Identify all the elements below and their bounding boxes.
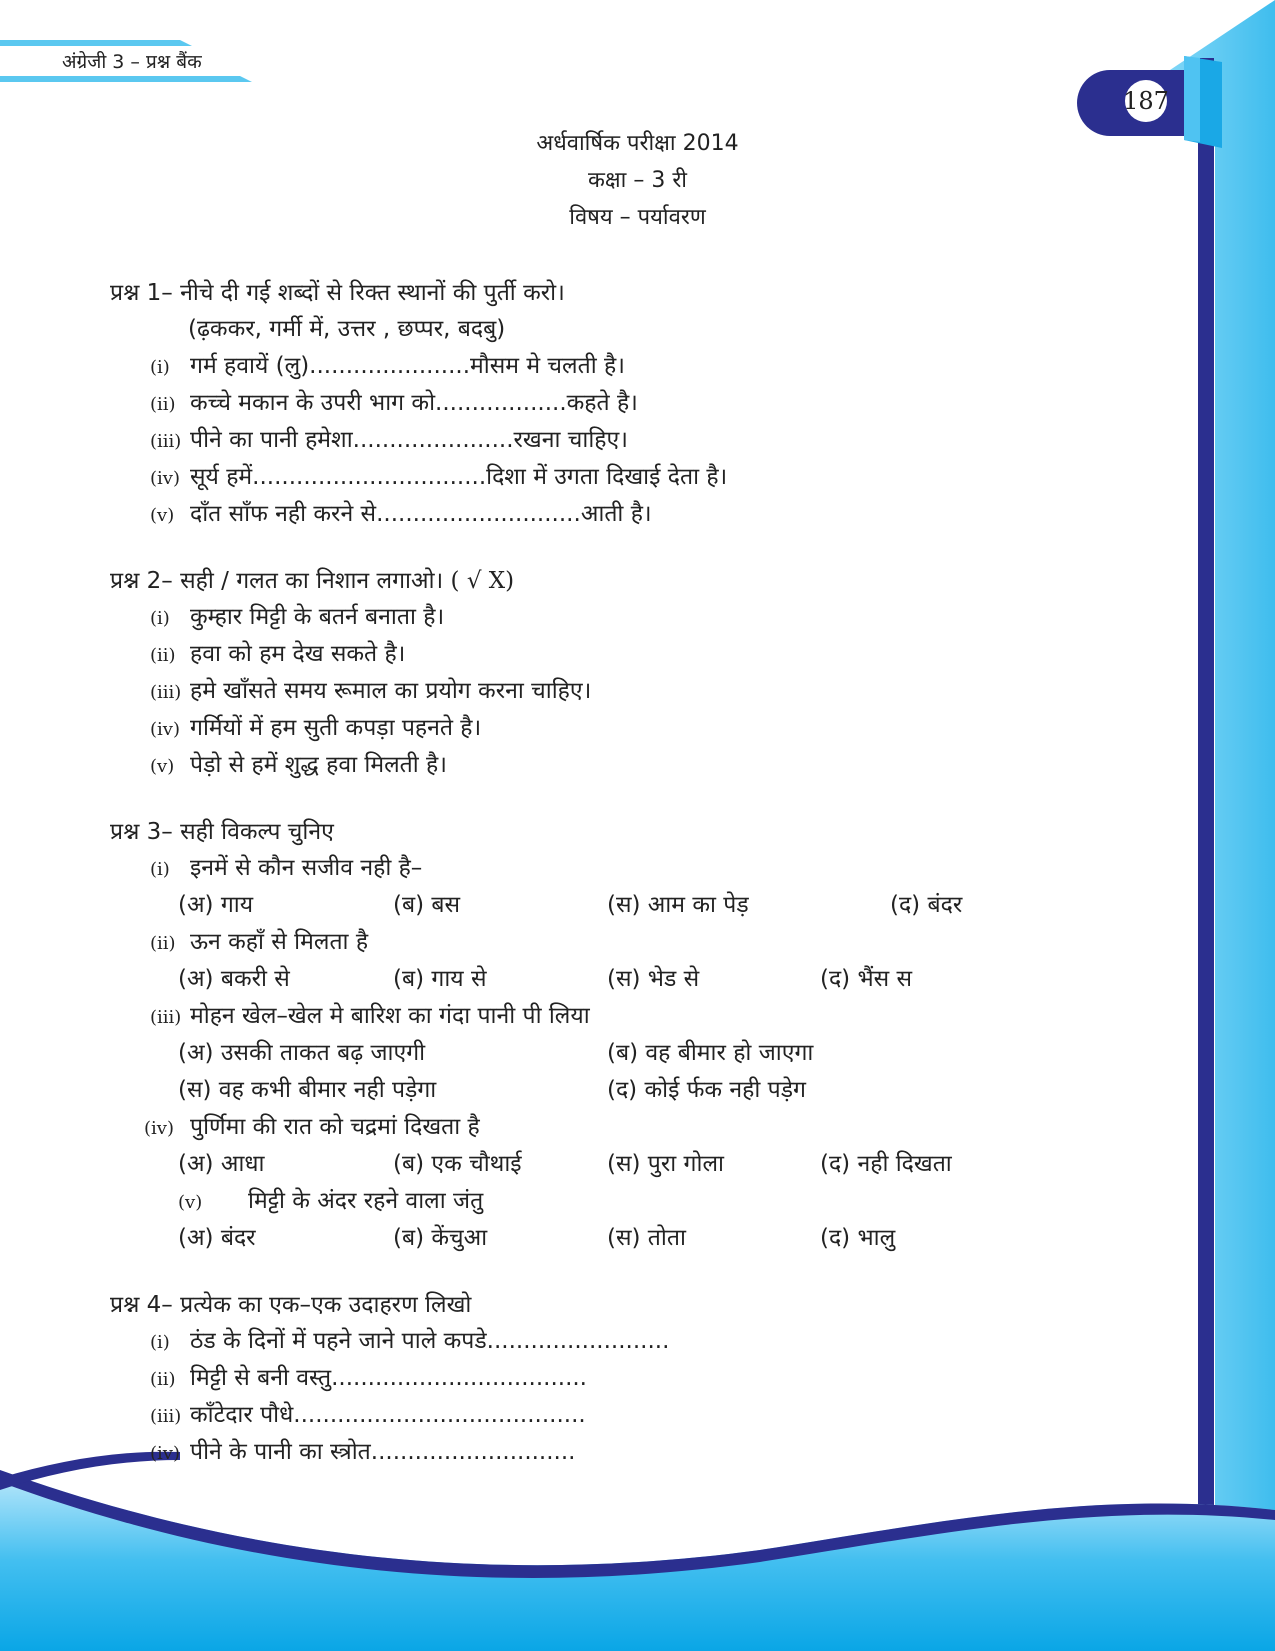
exam-class: कक्षा – 3 री <box>587 168 688 193</box>
q3-options <box>110 1146 1110 1183</box>
exam-subject: विषय – पर्यावरण <box>569 205 706 230</box>
item-number: (iv) <box>150 1443 180 1464</box>
q3-options <box>110 887 1110 924</box>
option-a: (अ) बंदर <box>178 1225 256 1251</box>
option-a: (अ) गाय <box>178 892 254 918</box>
option-a: (अ) आधा <box>178 1151 265 1177</box>
item-text-before: कच्चे मकान के उपरी भाग को <box>190 390 436 416</box>
item-number: (iv) <box>150 719 180 740</box>
fill-blank: ...................... <box>352 427 514 453</box>
question-2-label: प्रश्न 2– सही / गलत का निशान लगाओ। <box>110 568 444 594</box>
option-a: (अ) बकरी से <box>178 966 290 992</box>
option-d: (द) भैंस स <box>820 966 913 992</box>
fill-blank: ......................... <box>486 1328 670 1354</box>
item-number: (iv) <box>150 468 180 489</box>
option-c: (स) पुरा गोला <box>607 1151 725 1177</box>
item-text: पुर्णिमा की रात को चद्रमां दिखता है <box>190 1114 480 1140</box>
item-number: (iii) <box>150 1406 182 1427</box>
item-number: (i) <box>150 1332 170 1353</box>
item-text-before: दाँत साँफ नही करने से <box>190 501 377 527</box>
q1-item <box>110 459 1110 496</box>
item-number: (iii) <box>150 682 182 703</box>
exam-title-block <box>0 126 1275 237</box>
option-a: (अ) उसकी ताकत बढ़ जाएगी <box>178 1040 426 1066</box>
page-number: 187 <box>1125 80 1167 122</box>
fill-blank: ...................... <box>309 353 471 379</box>
header-tab-stripe-bottom <box>0 76 252 82</box>
q3-item <box>110 998 1110 1035</box>
fill-blank: ................................ <box>252 464 487 490</box>
q1-item <box>110 348 1110 385</box>
item-number: (i) <box>150 859 170 880</box>
option-c: (स) वह कभी बीमार नही पड़ेगा <box>178 1077 437 1103</box>
q1-item <box>110 496 1110 533</box>
option-b: (ब) वह बीमार हो जाएगा <box>607 1040 814 1066</box>
option-b: (ब) केंचुआ <box>393 1225 488 1251</box>
bottom-wave <box>0 1470 1275 1651</box>
item-text-after: कहते है। <box>566 390 638 416</box>
item-number: (iii) <box>150 1007 182 1028</box>
item-number: (ii) <box>150 645 176 666</box>
question-4-title: प्रश्न 4– प्रत्येक का एक–एक उदाहरण लिखो <box>110 1292 472 1318</box>
q4-item <box>110 1323 1110 1360</box>
q2-item <box>110 710 1110 747</box>
fill-blank: ........................................ <box>293 1402 586 1428</box>
item-number: (iv) <box>144 1118 174 1139</box>
item-text: इनमें से कौन सजीव नही है– <box>190 855 423 881</box>
item-text: गर्मियों में हम सुती कपड़ा पहनते है। <box>190 715 482 741</box>
q2-item <box>110 673 1110 710</box>
item-text: मोहन खेल–खेल मे बारिश का गंदा पानी पी लिया <box>190 1003 590 1029</box>
q3-item <box>110 924 1110 961</box>
q2-item <box>110 747 1110 784</box>
option-b: (ब) एक चौथाई <box>393 1151 522 1177</box>
item-number: (i) <box>150 357 170 378</box>
item-text-after: रखना चाहिए। <box>513 427 628 453</box>
q3-options <box>110 1035 1110 1072</box>
right-vertical-bar <box>1198 58 1214 1651</box>
item-text: ठंड के दिनों में पहने जाने पाले कपडे <box>190 1328 487 1354</box>
q3-options <box>110 1220 1110 1257</box>
q2-item <box>110 636 1110 673</box>
q2-item <box>110 599 1110 636</box>
item-number: (ii) <box>150 394 176 415</box>
q4-item <box>110 1360 1110 1397</box>
item-number: (v) <box>150 505 175 526</box>
q3-options <box>110 961 1110 998</box>
option-c: (स) भेड से <box>607 966 700 992</box>
option-c: (स) आम का पेड़ <box>607 892 749 918</box>
item-text: काँटेदार पौधे <box>190 1402 294 1428</box>
item-number: (iii) <box>150 431 182 452</box>
item-text: मिट्टी के अंदर रहने वाला जंतु <box>248 1188 484 1214</box>
option-d: (द) कोई र्फक नही पड़ेग <box>607 1077 806 1103</box>
item-text: पीने के पानी का स्त्रोत <box>190 1439 371 1465</box>
item-number: (ii) <box>150 933 176 954</box>
fill-blank: ................................... <box>331 1365 587 1391</box>
q1-item <box>110 385 1110 422</box>
option-d: (द) बंदर <box>890 892 963 918</box>
item-text: ऊन कहाँ से मिलता है <box>190 929 369 955</box>
item-number: (i) <box>150 608 170 629</box>
fill-blank: .................. <box>435 390 567 416</box>
tick-cross-marks: ( √ X) <box>450 568 515 594</box>
item-text-after: मौसम मे चलती है। <box>470 353 625 379</box>
q1-item <box>110 422 1110 459</box>
item-text: कुम्हार मिट्टी के बतर्न बनाता है। <box>190 604 445 630</box>
option-b: (ब) गाय से <box>393 966 487 992</box>
item-text: हवा को हम देख सकते है। <box>190 641 406 667</box>
item-number: (ii) <box>150 1369 176 1390</box>
item-number: (v) <box>150 756 175 777</box>
fill-blank: ............................ <box>376 501 581 527</box>
option-d: (द) नही दिखता <box>820 1151 952 1177</box>
question-1-word-bank: (ढ़ककर, गर्मी में, उत्तर , छप्पर, बदबु) <box>188 316 506 342</box>
item-text-before: सूर्य हमें <box>190 464 253 490</box>
item-text: पेड़ो से हमें शुद्ध हवा मिलती है। <box>190 752 447 778</box>
option-c: (स) तोता <box>607 1225 686 1251</box>
q3-item <box>110 1109 1110 1146</box>
q4-item <box>110 1434 1110 1471</box>
q4-item <box>110 1397 1110 1434</box>
q3-options <box>110 1072 1110 1109</box>
option-d: (द) भालु <box>820 1225 896 1251</box>
header-tab-stripe-top <box>0 40 192 46</box>
exam-title: अर्धवार्षिक परीक्षा 2014 <box>536 131 739 156</box>
book-header-label: अंग्रेजी 3 – प्रश्न बैंक <box>62 51 202 73</box>
question-paper <box>110 275 1110 1471</box>
right-side-panel <box>1170 0 1275 1651</box>
item-text-after: आती है। <box>580 501 652 527</box>
question-2-title <box>110 563 1110 599</box>
item-text: हमे खाँसते समय रूमाल का प्रयोग करना चाहिए। <box>190 678 592 704</box>
question-3-title: प्रश्न 3– सही विकल्प चुनिए <box>110 819 334 845</box>
fill-blank: ............................ <box>370 1439 576 1465</box>
option-b: (ब) बस <box>393 892 461 918</box>
item-text-after: दिशा में उगता दिखाई देता है। <box>486 464 728 490</box>
question-1-title: प्रश्न 1– नीचे दी गई शब्दों से रिक्त स्थानों की पुर्ती करो। <box>110 280 565 306</box>
item-text-before: गर्म हवायें (लु) <box>190 353 310 379</box>
item-number: (v) <box>178 1192 203 1213</box>
item-text-before: पीने का पानी हमेशा <box>190 427 353 453</box>
item-text: मिट्टी से बनी वस्तु <box>190 1365 332 1391</box>
q3-item <box>110 850 1110 887</box>
q3-item <box>110 1183 1110 1220</box>
